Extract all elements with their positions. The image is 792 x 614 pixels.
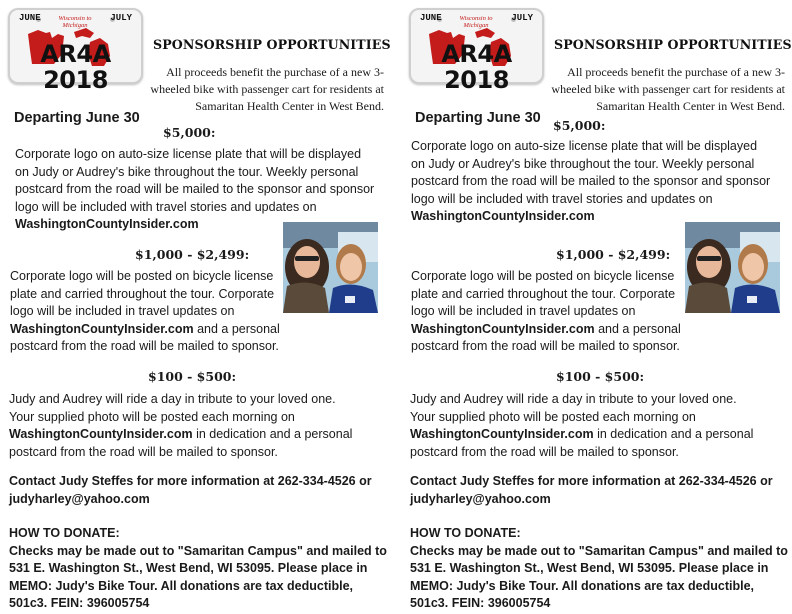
website-link: WashingtonCountyInsider.com bbox=[411, 209, 595, 223]
tier-text: Corporate logo will be posted on bicycle license plate and carried throughout the tour. Corporate logo will be included in travel updates on bbox=[10, 269, 275, 318]
donate-section bbox=[9, 525, 387, 613]
plate-corner-left: JUNE bbox=[420, 13, 442, 23]
intro-text: All proceeds benefit the purchase of a new 3-wheeled bike with passenger cart for residents at Samaritan Health Center in West Bend. bbox=[551, 65, 785, 113]
license-plate-logo bbox=[409, 8, 544, 94]
tier-description bbox=[411, 268, 683, 356]
plate-text: AR4A 2018 bbox=[441, 40, 512, 94]
license-plate-logo bbox=[8, 8, 143, 94]
tier-description bbox=[10, 268, 282, 356]
donate-text: Checks may be made out to "Samaritan Campus" and mailed to 531 E. Washington St., West Bend, WI 53095. Please place in MEMO: Judy's Bike Tour. All donations are tax deductible, 501c3. FEIN: 396005754 bbox=[410, 543, 788, 610]
donate-section bbox=[410, 525, 788, 613]
tier-amount-100: $100 - $500: bbox=[148, 369, 237, 384]
tier-text: and a personal postcard from the road will be mailed to sponsor. bbox=[10, 321, 280, 353]
website-link: WashingtonCountyInsider.com bbox=[15, 217, 199, 231]
tier-amount-5000: $5,000: bbox=[553, 118, 606, 133]
departing-date: Departing June 30 bbox=[14, 110, 140, 126]
plate-corner-left: JUNE bbox=[19, 13, 41, 23]
tier-text: and a personal postcard from the road will be mailed to sponsor. bbox=[411, 321, 681, 353]
website-link: WashingtonCountyInsider.com bbox=[10, 321, 194, 336]
contact-info: Contact Judy Steffes for more information at 262-334-4526 or judyharley@yahoo.com bbox=[9, 474, 372, 506]
tier-text: in dedication and a personal postcard from the road will be mailed to sponsor. bbox=[9, 427, 353, 459]
riders-photo bbox=[283, 222, 378, 313]
tier-amount-1000: $1,000 - $2,499: bbox=[135, 247, 250, 262]
tier-text: Corporate logo on auto-size license plate that will be displayed on Judy or Audrey's bike throughout the tour. Weekly personal postcard from the road will be mailed to the sponsor and sponsor logo will be included with travel stories and updates on bbox=[15, 147, 375, 214]
plate-corner-right: JULY bbox=[110, 13, 132, 23]
tier-text: Judy and Audrey will ride a day in tribute to your loved one. Your supplied photo will be posted each morning on bbox=[410, 392, 737, 424]
page-title: SPONSORSHIP OPPORTUNITIES bbox=[554, 37, 792, 52]
website-link: WashingtonCountyInsider.com bbox=[9, 427, 193, 441]
riders-photo bbox=[685, 222, 780, 313]
tier-description bbox=[410, 391, 760, 461]
tier-amount-1000: $1,000 - $2,499: bbox=[556, 247, 671, 262]
donate-title: HOW TO DONATE: bbox=[410, 526, 521, 540]
contact-info: Contact Judy Steffes for more information at 262-334-4526 or judyharley@yahoo.com bbox=[410, 474, 773, 506]
intro-text: All proceeds benefit the purchase of a new 3-wheeled bike with passenger cart for residents at Samaritan Health Center in West Bend. bbox=[150, 65, 384, 113]
flyer-right bbox=[401, 0, 791, 614]
plate-corner-right: JULY bbox=[511, 13, 533, 23]
tier-amount-5000: $5,000: bbox=[163, 125, 216, 140]
tier-description bbox=[9, 391, 359, 461]
tier-amount-100: $100 - $500: bbox=[556, 369, 645, 384]
departing-date: Departing June 30 bbox=[415, 110, 541, 126]
page-title: SPONSORSHIP OPPORTUNITIES bbox=[153, 37, 391, 52]
donate-text: Checks may be made out to "Samaritan Campus" and mailed to 531 E. Washington St., West Bend, WI 53095. Please place in MEMO: Judy's Bike Tour. All donations are tax deductible, 501c3. FEIN: 396005754 bbox=[9, 543, 387, 610]
tier-text: Corporate logo will be posted on bicycle license plate and carried throughout the tour. Corporate logo will be included in travel updates on bbox=[411, 269, 676, 318]
tier-text: in dedication and a personal postcard from the road will be mailed to sponsor. bbox=[410, 427, 754, 459]
plate-subtitle: Wisconsin to Michigan bbox=[58, 15, 92, 29]
tier-text: Corporate logo on auto-size license plate that will be displayed on Judy or Audrey's bike throughout the tour. Weekly personal postcard from the road will be mailed to the sponsor and sponsor logo will be included with travel stories and updates on bbox=[411, 139, 771, 206]
website-link: WashingtonCountyInsider.com bbox=[411, 321, 595, 336]
flyer-left bbox=[0, 0, 390, 614]
plate-text: AR4A 2018 bbox=[40, 40, 111, 94]
tier-text: Judy and Audrey will ride a day in tribute to your loved one. Your supplied photo will be posted each morning on bbox=[9, 392, 336, 424]
donate-title: HOW TO DONATE: bbox=[9, 526, 120, 540]
tier-description bbox=[411, 138, 773, 226]
plate-subtitle: Wisconsin to Michigan bbox=[459, 15, 493, 29]
website-link: WashingtonCountyInsider.com bbox=[410, 427, 594, 441]
tier-description bbox=[15, 146, 375, 234]
